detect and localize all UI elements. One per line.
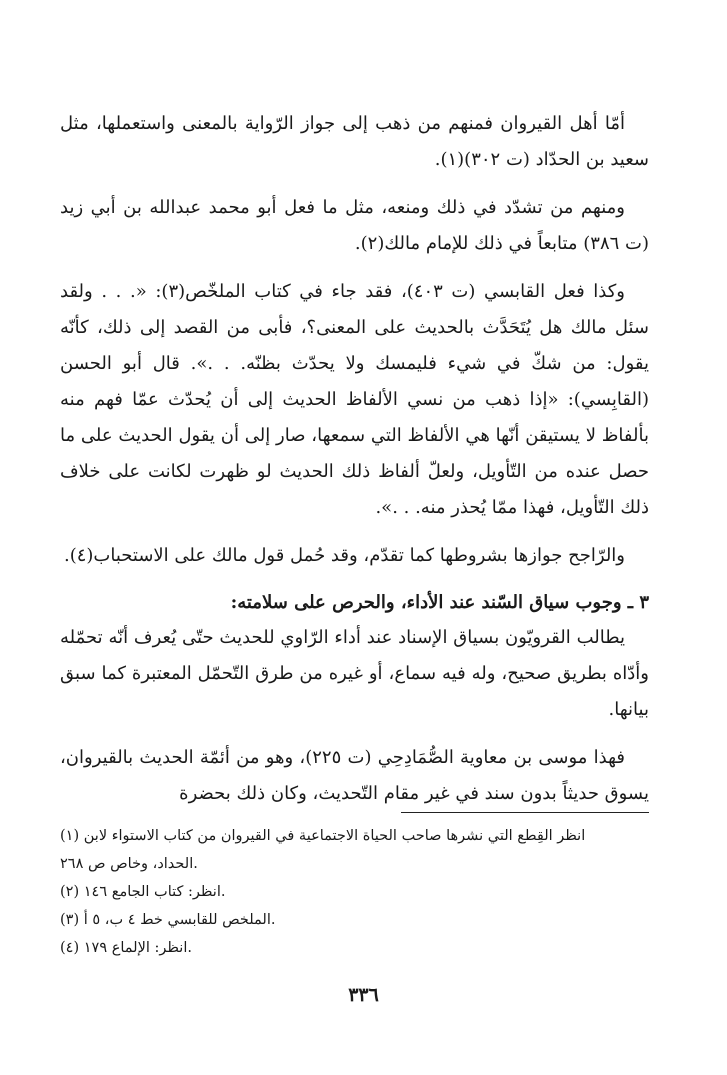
footnote-number: (٢) [60,884,80,900]
footnote-text: انظر: كتاب الجامع ١٤٦. [83,884,226,900]
paragraph-1: أمّا أهل القيروان فمنهم من ذهب إلى جواز الرّواية بالمعنى واستعملها، مثل سعيد بن الحدّاد (ت ٣٠٢)(١). [60,113,649,170]
footnotes [60,822,649,962]
footnote-1-continuation: الحداد، وخاص ص ٢٦٨. [60,856,198,872]
footnote-text: انظر القِطع التي نشرها صاحب الحياة الاجتماعية في القيروان من كتاب الاستواء لابن [83,828,586,844]
paragraph-5: يطالب القرويّون بسياق الإسناد عند أداء الرّاوي للحديث حتّى يُعرف أنّه تحمّله وأدّاه بطريق صحيح، وله فيه سماع، أو غيره من طرق التّحمّل المعتبرة كما سبق بيانها. [60,627,649,720]
footnote-number: (٤) [60,940,80,956]
section-heading: ٣ ـ وجوب سياق السّند عند الأداء، والحرص على سلامته: [230,592,649,613]
footnote-text: الملخص للقابسي خط ٤ ب، ٥ أ. [83,912,276,928]
paragraph-6: فهذا موسى بن معاوية الصُّمَادِحِي (ت ٢٢٥)، وهو من أئمّة الحديث بالقيروان، يسوق حديثاً بدون سند في غير مقام التّحديث، وكان ذلك بحضرة [60,747,649,804]
paragraph-2: ومنهم من تشدّد في ذلك ومنعه، مثل ما فعل أبو محمد عبدالله بن أبي زيد (ت ٣٨٦) متابعاً في ذلك للإمام مالك(٢). [60,197,649,254]
footnote-separator [401,812,649,813]
footnote-1 [60,822,649,850]
page-number: ٣٣٦ [348,984,379,1006]
footnote-2 [60,878,649,906]
footnote-text: انظر: الإلماع ١٧٩. [83,940,192,956]
paragraph-3: وكذا فعل القابسي (ت ٤٠٣)، فقد جاء في كتاب الملخّص(٣): «. . . ولقد سئل مالك هل يُتَحَدَّث بالحديث على المعنى؟، فأبى من القصد إلى ذلك، كأنّه يقول: من شكّ في شيء فليمسك ولا يحدّث بظنّه. . .». قال أبو الحسن (القابِسي): «إذا ذهب من نسي الألفاظ الحديث إلى أن يُحدّث عمّا فهم منه بألفاظ لا يستيقن أنّها هي الألفاظ التي سمعها، صار إلى أن يقول الحديث على ما حصل عنده من التّأويل، ولعلّ ألفاظ ذلك الحديث لو ظهرت لكانت على خلاف ذلك التّأويل، فهذا ممّا يُحذر منه. . .». [60,281,649,518]
paragraph-4: والرّاجح جوازها بشروطها كما تقدّم، وقد حُمل قول مالك على الاستحباب(٤). [63,545,625,566]
footnote-3 [60,906,649,934]
footnote-number: (١) [60,828,80,844]
footnote-number: (٣) [60,912,80,928]
footnote-4 [60,934,649,962]
